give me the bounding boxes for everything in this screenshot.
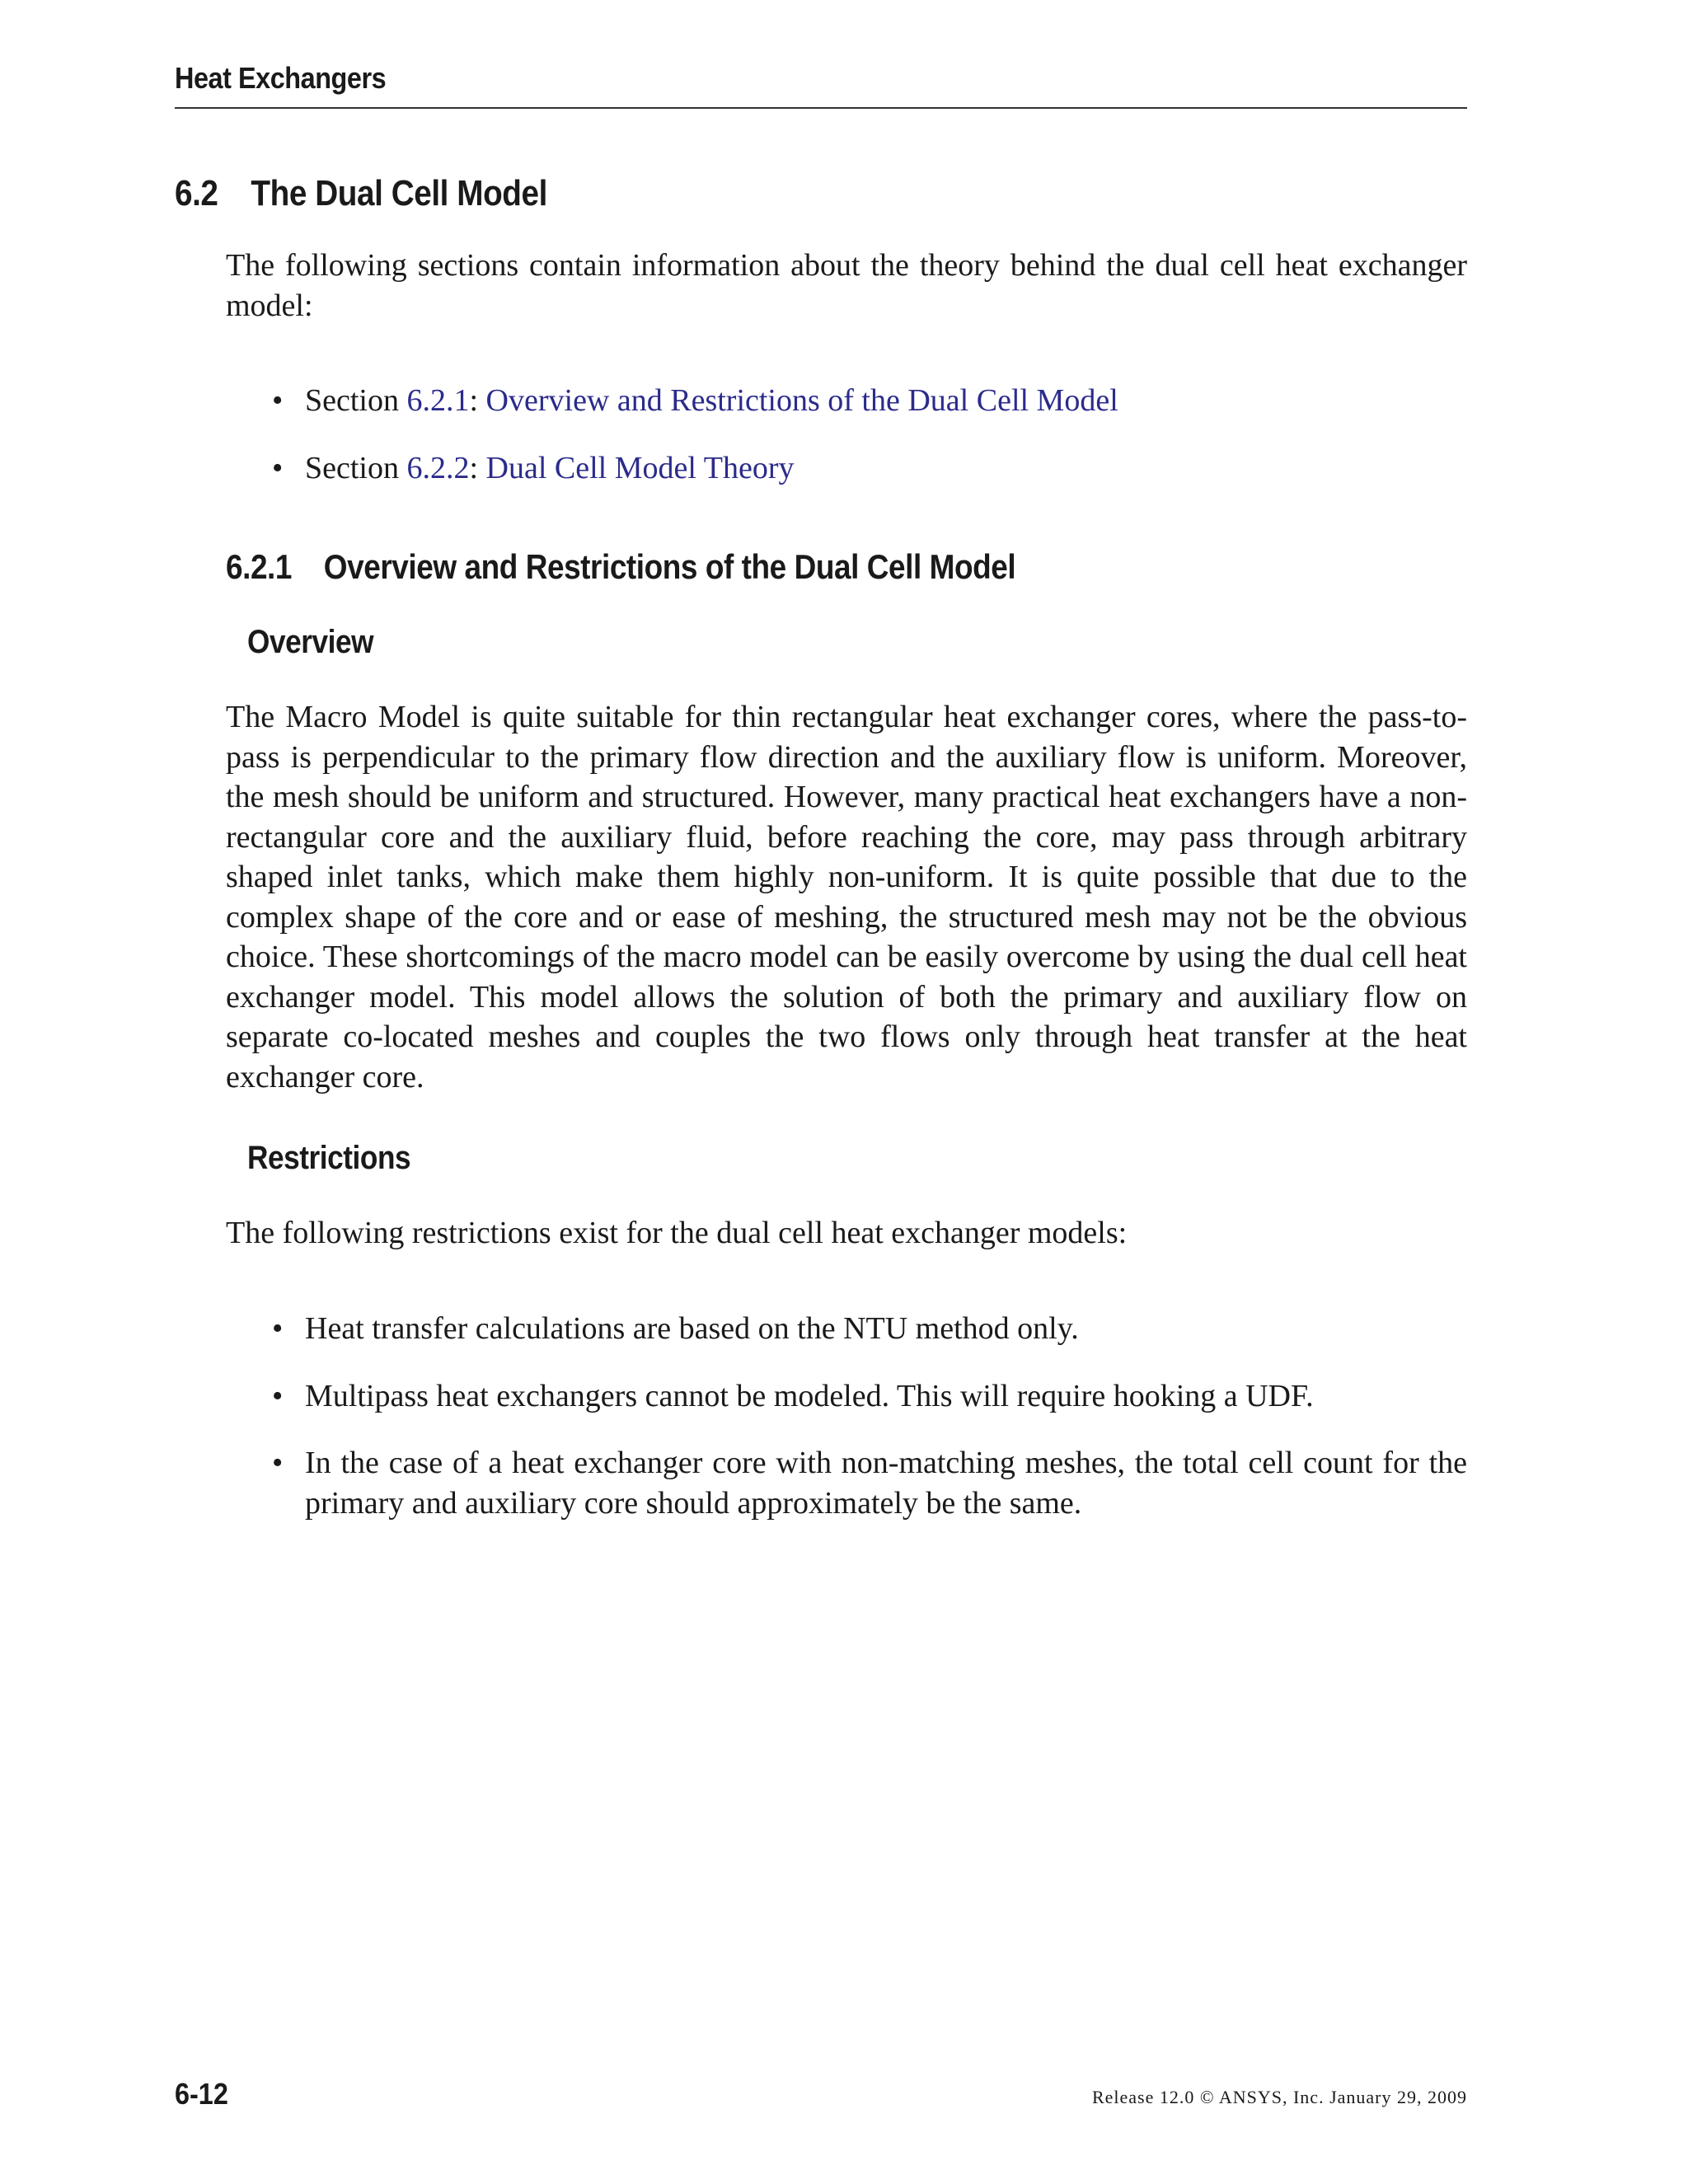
section-title: The Dual Cell Model xyxy=(251,173,547,213)
section-link-6-2-2-title[interactable]: Dual Cell Model Theory xyxy=(485,450,795,485)
section-link-6-2-1-number[interactable]: 6.2.1 xyxy=(406,383,470,418)
bullet-icon: • xyxy=(272,450,284,485)
list-item xyxy=(226,1443,1467,1523)
link-prefix: Section xyxy=(305,383,399,418)
running-header: Heat Exchangers xyxy=(175,61,387,95)
restrictions-intro: The following restrictions exist for the dual cell heat exchanger models: xyxy=(226,1216,1128,1250)
bullet-icon: • xyxy=(272,383,284,418)
subsection-number: 6.2.1 xyxy=(226,547,293,586)
page-number: 6-12 xyxy=(175,2077,228,2111)
section-link-6-2-2-number[interactable]: 6.2.2 xyxy=(406,450,470,485)
section-heading xyxy=(175,173,547,214)
restriction-text: In the case of a heat exchanger core with non-matching meshes, the total cell count for the primary and auxiliary core should approximately be the same. xyxy=(305,1446,1467,1521)
section-intro: The following sections contain information about the theory behind the dual cell heat exchanger model: xyxy=(226,248,1467,323)
link-prefix: Section xyxy=(305,450,399,485)
restriction-text: Multipass heat exchangers cannot be modeled. This will require hooking a UDF. xyxy=(305,1378,1314,1413)
list-item xyxy=(226,1376,1467,1417)
bullet-icon: • xyxy=(272,1311,284,1346)
header-rule xyxy=(175,107,1467,109)
section-link-6-2-1-title[interactable]: Overview and Restrictions of the Dual Cell Model xyxy=(485,383,1118,418)
bullet-icon: • xyxy=(272,1378,284,1413)
release-footer: Release 12.0 © ANSYS, Inc. January 29, 2009 xyxy=(1091,2087,1467,2107)
subsection-heading xyxy=(226,547,1015,587)
section-link-list xyxy=(226,381,1467,515)
overview-paragraph: The Macro Model is quite suitable for thin rectangular heat exchanger cores, where the pass-to-pass is perpendicular to the primary flow direction and the auxiliary flow is uniform. Moreover, the mesh should be uniform and structured. However, many practical heat exchangers have a non-rectangular core and the auxiliary fluid, before reaching the core, may pass through arbitrary shaped inlet tanks, which make them highly non-uniform. It is quite possible that due to the complex shape of the core and or ease of meshing, the structured mesh may not be the obvious choice. These shortcomings of the macro model can be easily overcome by using the dual cell heat exchanger model. This model allows the solution of both the primary and auxiliary flow on separate co-located meshes and couples the two flows only through heat transfer at the heat exchanger core. xyxy=(226,700,1467,1094)
link-separator: : xyxy=(469,383,479,418)
subsection-title: Overview and Restrictions of the Dual Cell Model xyxy=(323,547,1016,586)
restrictions-list xyxy=(226,1309,1467,1550)
overview-heading: Overview xyxy=(247,624,374,660)
link-separator: : xyxy=(469,450,479,485)
restrictions-heading: Restrictions xyxy=(247,1140,411,1176)
list-item xyxy=(226,448,1467,489)
list-item xyxy=(226,1309,1467,1349)
bullet-icon: • xyxy=(272,1446,284,1480)
section-number: 6.2 xyxy=(175,173,218,213)
restriction-text: Heat transfer calculations are based on the NTU method only. xyxy=(305,1311,1079,1346)
list-item xyxy=(226,381,1467,421)
